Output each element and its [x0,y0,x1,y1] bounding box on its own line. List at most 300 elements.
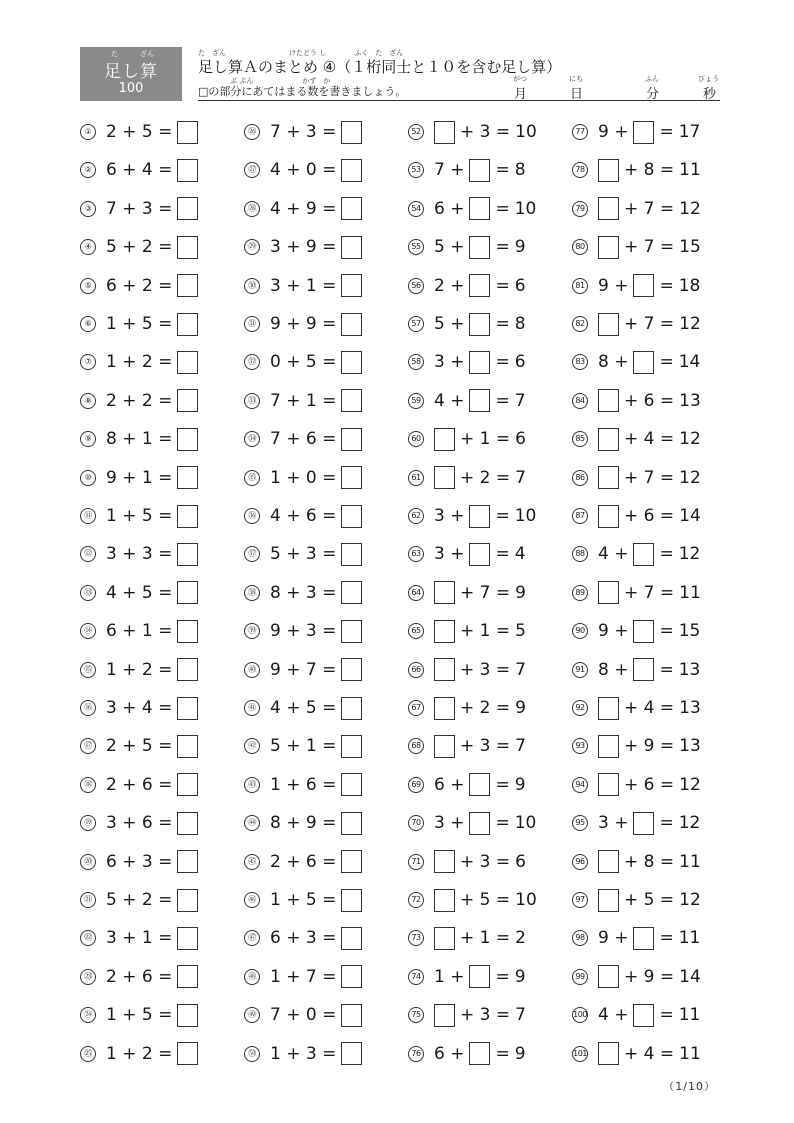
answer-box[interactable] [177,236,198,259]
equation-text: 2 + 2 = [106,390,173,411]
equation-result: 8 [514,314,526,334]
equation-text: = [495,352,510,373]
equation-result: 13 [678,659,701,680]
problem-expression [598,540,700,568]
problem-expression [106,771,198,799]
answer-box[interactable] [598,466,619,489]
answer-box[interactable] [177,658,198,681]
answer-box[interactable] [341,658,362,681]
answer-box[interactable] [177,543,198,566]
problem-expression [434,656,526,684]
answer-box[interactable] [341,620,362,643]
answer-box[interactable] [633,121,654,144]
problem-number: 101 [572,1046,588,1062]
answer-box[interactable] [469,313,490,336]
answer-box[interactable] [177,505,198,528]
problem-number: ㉗ [244,162,260,178]
answer-box[interactable] [177,466,198,489]
answer-box[interactable] [434,121,455,144]
equation-text: 3 + [434,506,465,526]
equation-text: 7 + 6 = [270,429,337,450]
problem-number: ⑩ [80,470,96,486]
problem-number: 92 [572,700,588,716]
second-label: 秒 [703,87,717,102]
answer-box[interactable] [177,313,198,336]
equation-text: 1 + 5 = [106,314,173,334]
answer-box[interactable] [598,505,619,528]
problem-expression [106,425,198,453]
equation-text: 3 + 1 = [106,928,173,949]
equation-result: 9 [515,698,526,718]
equation-text: 7 + 1 = [270,390,337,411]
answer-box[interactable] [633,274,654,297]
equation-text: 4 + [434,390,465,411]
problem-expression [598,771,701,799]
problem-number: 81 [572,278,588,294]
answer-box[interactable] [177,1042,198,1065]
problem-expression [270,118,362,146]
problem-expression [106,156,198,184]
equation-result: 11 [678,1005,701,1026]
equation-text: = [495,314,510,334]
answer-box[interactable] [341,236,362,259]
equation-text: = [659,928,674,949]
answer-box[interactable] [434,466,455,489]
answer-box[interactable] [434,927,455,950]
answer-box[interactable] [434,1004,455,1027]
problem-expression [434,1040,526,1068]
problem-number: ㉟ [244,470,260,486]
badge-ruby-zan: ざん [140,50,154,58]
equation-text: 1 + 5 = [106,1005,173,1026]
problem-expression [434,272,526,300]
answer-box[interactable] [469,773,490,796]
answer-box[interactable] [341,1004,362,1027]
answer-box[interactable] [341,313,362,336]
problem-expression [434,118,537,146]
equation-text: 1 + 5 = [106,506,173,526]
equation-text: 8 + 3 = [270,582,337,603]
answer-box[interactable] [598,389,619,412]
problem-number: ⑰ [80,738,96,754]
answer-box[interactable] [341,927,362,950]
answer-box[interactable] [177,889,198,912]
answer-box[interactable] [633,812,654,835]
problem-number: ⑮ [80,662,96,678]
equation-text: 1 + 3 = [270,1043,337,1064]
equation-text: = [495,198,510,219]
answer-box[interactable] [341,850,362,873]
answer-box[interactable] [469,965,490,988]
problem-expression [434,502,536,530]
problem-expression [598,195,701,223]
problem-number: ⑭ [80,623,96,639]
problem-expression [270,886,362,914]
problem-expression [106,540,198,568]
equation-text: 5 + 1 = [270,736,337,757]
equation-text: = [495,275,510,296]
equation-result: 2 [515,928,526,949]
equation-text: 5 + [434,314,465,334]
worksheet-title: 足し算Ａのまとめ ④（１桁同士と１０を含む足し算） [198,58,562,76]
equation-text: 9 + 7 = [270,659,337,680]
equation-text: + 7 = [624,467,675,488]
answer-box[interactable] [341,773,362,796]
problem-expression [270,233,362,261]
answer-box[interactable] [598,850,619,873]
problem-number: ㉑ [80,892,96,908]
equation-result: 13 [679,390,701,411]
problem-number: 100 [572,1007,588,1023]
answer-box[interactable] [177,965,198,988]
answer-box[interactable] [341,965,362,988]
answer-box[interactable] [633,658,654,681]
problem-number: ㊿ [244,1046,260,1062]
answer-box[interactable] [434,658,455,681]
equation-text: 3 + 6 = [106,813,173,834]
equation-text: + 2 = [460,698,511,718]
answer-box[interactable] [469,1042,490,1065]
problem-expression [598,272,700,300]
problem-number: ㉖ [244,124,260,140]
equation-result: 7 [515,1005,526,1026]
answer-box[interactable] [341,159,362,182]
equation-text: = [659,352,674,373]
problem-expression [598,310,701,338]
problem-expression [598,963,701,991]
equation-result: 14 [679,966,701,987]
problem-number: 75 [408,1007,424,1023]
equation-text: + 4 = [624,429,675,450]
problem-number: ㊲ [244,546,260,562]
equation-text: 2 + 5 = [106,122,173,142]
page-indicator: （1/10） [663,1080,716,1093]
equation-result: 12 [679,198,701,219]
problem-expression [106,464,198,492]
answer-box[interactable] [177,850,198,873]
equation-text: = [495,237,510,258]
header-divider [198,100,720,101]
answer-box[interactable] [177,581,198,604]
problem-number: ㊾ [244,1007,260,1023]
equation-text: + 1 = [460,928,511,949]
answer-box[interactable] [598,1042,619,1065]
equation-text: 2 + 6 = [106,774,173,795]
answer-box[interactable] [469,159,490,182]
problem-number: ⑯ [80,700,96,716]
problem-number: ㊼ [244,930,260,946]
problem-expression [106,694,198,722]
problem-expression [434,156,526,184]
problem-number: ㉝ [244,393,260,409]
equation-text: = [659,275,674,296]
problem-number: 63 [408,546,424,562]
answer-box[interactable] [341,274,362,297]
answer-box[interactable] [469,543,490,566]
equation-text: + 9 = [624,736,675,757]
answer-box[interactable] [341,1042,362,1065]
problem-number: 88 [572,546,588,562]
equation-text: = [659,544,674,565]
problem-expression [270,348,362,376]
problem-expression [270,156,362,184]
answer-box[interactable] [177,697,198,720]
problem-number: 99 [572,969,588,985]
answer-box[interactable] [341,197,362,220]
equation-text: = [495,774,510,795]
minute-label: 分 [646,87,660,102]
answer-box[interactable] [469,274,490,297]
problem-number: 67 [408,700,424,716]
problem-expression [106,963,198,991]
equation-text: 4 + [598,1005,629,1026]
answer-box[interactable] [469,351,490,374]
equation-text: 7 + 3 = [270,122,337,142]
answer-box[interactable] [177,274,198,297]
problem-number: 78 [572,162,588,178]
equation-result: 10 [514,198,537,219]
equation-text: 9 + [598,122,629,142]
answer-box[interactable] [434,697,455,720]
equation-result: 6 [515,429,526,450]
problem-number: 91 [572,662,588,678]
answer-box[interactable] [177,927,198,950]
answer-box[interactable] [633,543,654,566]
answer-box[interactable] [434,889,455,912]
answer-box[interactable] [177,735,198,758]
equation-text: 6 + 3 = [106,851,173,872]
problem-number: ㊻ [244,892,260,908]
problem-number: 59 [408,393,424,409]
answer-box[interactable] [598,735,619,758]
answer-box[interactable] [434,850,455,873]
equation-result: 15 [678,621,701,642]
month-ruby: がつ [513,75,527,83]
answer-box[interactable] [469,197,490,220]
answer-box[interactable] [341,505,362,528]
equation-result: 11 [678,928,701,949]
equation-result: 7 [515,736,526,757]
answer-box[interactable] [177,159,198,182]
problem-expression [106,924,198,952]
problem-expression [434,694,526,722]
answer-box[interactable] [341,428,362,451]
answer-box[interactable] [598,428,619,451]
answer-box[interactable] [177,389,198,412]
equation-result: 17 [678,122,701,142]
equation-result: 13 [679,736,701,757]
equation-result: 4 [514,544,526,565]
equation-text: 5 + 3 = [270,544,337,565]
answer-box[interactable] [341,812,362,835]
equation-text: 6 + 3 = [270,928,337,949]
answer-box[interactable] [341,466,362,489]
problem-number: 56 [408,278,424,294]
answer-box[interactable] [177,773,198,796]
equation-text: = [495,390,510,411]
answer-box[interactable] [633,351,654,374]
equation-text: + 7 = [624,198,675,219]
answer-box[interactable] [341,581,362,604]
equation-text: 8 + 9 = [270,813,337,834]
problem-expression [270,924,362,952]
equation-result: 10 [515,890,537,910]
problem-expression [598,425,701,453]
problem-expression [598,464,701,492]
problem-expression [270,1001,362,1029]
equation-result: 12 [678,813,701,834]
equation-text: + 2 = [460,467,511,488]
problem-expression [598,809,700,837]
problem-number: 54 [408,201,424,217]
problem-number: ⑳ [80,854,96,870]
problem-number: 89 [572,585,588,601]
day-label: 日 [570,87,584,102]
equation-result: 13 [679,698,701,718]
problem-number: ㊶ [244,700,260,716]
problem-number: 73 [408,930,424,946]
instruction-ruby: ぶ ぶん かず か [230,77,331,85]
problem-expression [598,1001,700,1029]
answer-box[interactable] [633,620,654,643]
answer-box[interactable] [469,505,490,528]
problem-number: ⑥ [80,316,96,332]
answer-box[interactable] [177,428,198,451]
answer-box[interactable] [633,927,654,950]
answer-box[interactable] [341,735,362,758]
answer-box[interactable] [177,121,198,144]
problem-number: 58 [408,354,424,370]
problem-expression [598,579,701,607]
problem-number: 93 [572,738,588,754]
problem-expression [270,464,362,492]
problem-number: 61 [408,470,424,486]
equation-text: 9 + 9 = [270,314,337,334]
problem-expression [270,425,362,453]
answer-box[interactable] [434,735,455,758]
problem-number: 80 [572,239,588,255]
problem-expression [434,464,526,492]
equation-text: + 7 = [624,237,675,258]
equation-result: 11 [679,582,701,603]
problem-expression [270,694,362,722]
answer-box[interactable] [177,197,198,220]
answer-box[interactable] [341,389,362,412]
answer-box[interactable] [469,236,490,259]
equation-text: = [495,544,510,565]
problem-expression [106,502,198,530]
answer-box[interactable] [633,1004,654,1027]
answer-box[interactable] [598,581,619,604]
problem-expression [106,387,198,415]
problem-number: 64 [408,585,424,601]
answer-box[interactable] [598,889,619,912]
problem-expression [434,809,536,837]
problem-number: 86 [572,470,588,486]
answer-box[interactable] [177,620,198,643]
answer-box[interactable] [434,581,455,604]
problem-number: ㉔ [80,1007,96,1023]
problem-number: ㉓ [80,969,96,985]
answer-box[interactable] [598,197,619,220]
equation-text: 1 + 7 = [270,966,337,987]
answer-box[interactable] [598,159,619,182]
problem-number: ㉚ [244,278,260,294]
equation-text: + 7 = [624,314,675,334]
answer-box[interactable] [469,812,490,835]
problem-number: 96 [572,854,588,870]
title-ruby: た ざん けたどう し ふく た ざん [198,49,404,57]
answer-box[interactable] [341,121,362,144]
answer-box[interactable] [598,697,619,720]
answer-box[interactable] [469,389,490,412]
problem-expression [270,848,362,876]
answer-box[interactable] [341,889,362,912]
problem-number: ④ [80,239,96,255]
equation-result: 18 [678,275,701,296]
answer-box[interactable] [177,812,198,835]
answer-box[interactable] [434,620,455,643]
equation-text: 4 + 6 = [270,506,337,526]
answer-box[interactable] [598,313,619,336]
problem-number: 65 [408,623,424,639]
answer-box[interactable] [341,697,362,720]
equation-result: 9 [514,237,526,258]
problem-expression [598,348,700,376]
problem-number: 83 [572,354,588,370]
equation-text: 9 + 3 = [270,621,337,642]
equation-text: = [659,621,674,642]
problem-number: 72 [408,892,424,908]
problem-expression [434,387,526,415]
equation-result: 6 [515,851,526,872]
problem-expression [434,1001,526,1029]
problem-number: 52 [408,124,424,140]
answer-box[interactable] [598,965,619,988]
equation-text: + 6 = [624,390,675,411]
problem-number: ㊽ [244,969,260,985]
equation-text: 5 + 2 = [106,237,173,258]
problem-expression [106,272,198,300]
problem-expression [598,387,701,415]
equation-result: 11 [679,851,701,872]
equation-result: 15 [679,237,701,258]
problem-number: 79 [572,201,588,217]
answer-box[interactable] [598,773,619,796]
equation-result: 7 [515,467,526,488]
equation-text: 7 + 0 = [270,1005,337,1026]
answer-box[interactable] [341,543,362,566]
problem-expression [106,348,198,376]
answer-box[interactable] [341,351,362,374]
equation-text: 1 + 2 = [106,1043,173,1064]
problem-number: ③ [80,201,96,217]
equation-text: + 5 = [624,890,675,910]
problem-expression [434,617,526,645]
equation-text: 4 + [598,544,629,565]
answer-box[interactable] [177,351,198,374]
answer-box[interactable] [598,236,619,259]
problem-expression [106,195,198,223]
equation-text: 3 + 4 = [106,698,173,718]
problem-number: 94 [572,777,588,793]
answer-box[interactable] [177,1004,198,1027]
answer-box[interactable] [434,428,455,451]
problem-expression [106,617,198,645]
problem-expression [598,848,701,876]
equation-result: 12 [678,544,701,565]
problem-expression [598,617,700,645]
